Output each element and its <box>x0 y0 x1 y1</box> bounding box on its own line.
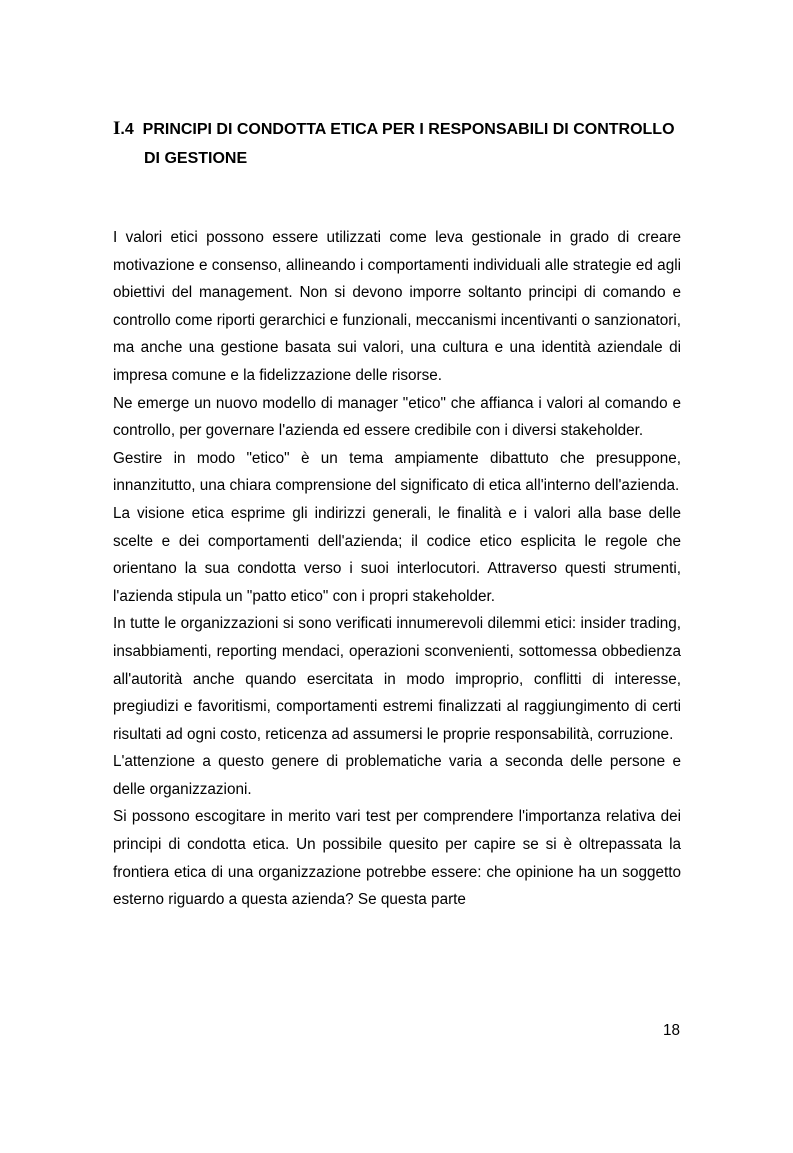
heading-title-line1: PRINCIPI DI CONDOTTA ETICA PER I RESPONSABILI DI CONTROLLO <box>142 121 675 138</box>
page-number: 18 <box>662 1022 680 1039</box>
heading-number-roman: I <box>113 118 121 139</box>
paragraph: Gestire in modo "etico" è un tema ampiamente dibattuto che presuppone, innanzitutto, una chiara comprensione del significato di etica all'interno dell'azienda. <box>113 449 681 495</box>
heading-number <box>113 118 134 139</box>
paragraph: La visione etica esprime gli indirizzi generali, le finalità e i valori alla base delle scelte e dei comportamenti dell'azienda; il codice etico esplicita le regole che orientano la sua condotta verso i suoi interlocutori. Attraverso questi strumenti, l'azienda stipula un "patto etico" con i propri stakeholder. <box>113 504 681 605</box>
section-heading <box>113 114 688 173</box>
body-text <box>113 224 681 914</box>
heading-title-line2: DI GESTIONE <box>144 150 248 167</box>
paragraph: In tutte le organizzazioni si sono verificati innumerevoli dilemmi etici: insider trading, insabbiamenti, reporting mendaci, operazioni sconvenienti, sottomessa obbedienza all'autorità anche quando esercitata in modo improprio, conflitti di interesse, pregiudizi e favoritismi, comportamenti estremi finalizzati al raggiungimento di certi risultati ad ogni costo, reticenza ad assumersi le proprie responsabilità, corruzione. <box>113 615 681 743</box>
paragraph: Si possono escogitare in merito vari test per comprendere l'importanza relativa dei principi di condotta etica. Un possibile quesito per capire se si è oltrepassata la frontiera etica di una organizzazione potrebbe essere: che opinione ha un soggetto esterno riguardo a questa azienda? Se questa parte <box>113 808 681 909</box>
paragraph: L'attenzione a questo genere di problematiche varia a seconda delle persone e delle organizzazioni. <box>113 753 681 798</box>
paragraph: I valori etici possono essere utilizzati come leva gestionale in grado di creare motivazione e consenso, allineando i comportamenti individuali alle strategie ed agli obiettivi del management. Non si devono imporre soltanto principi di comando e controllo come riporti gerarchici e funzionali, meccanismi incentivanti o sanzionatori, ma anche una gestione basata sui valori, una cultura e una identità aziendale di impresa comune e la fidelizzazione delle risorse. <box>113 229 681 384</box>
heading-number-suffix: .4 <box>120 121 134 138</box>
paragraph: Ne emerge un nuovo modello di manager "etico" che affianca i valori al comando e controllo, per governare l'azienda ed essere credibile con i diversi stakeholder. <box>113 394 681 440</box>
